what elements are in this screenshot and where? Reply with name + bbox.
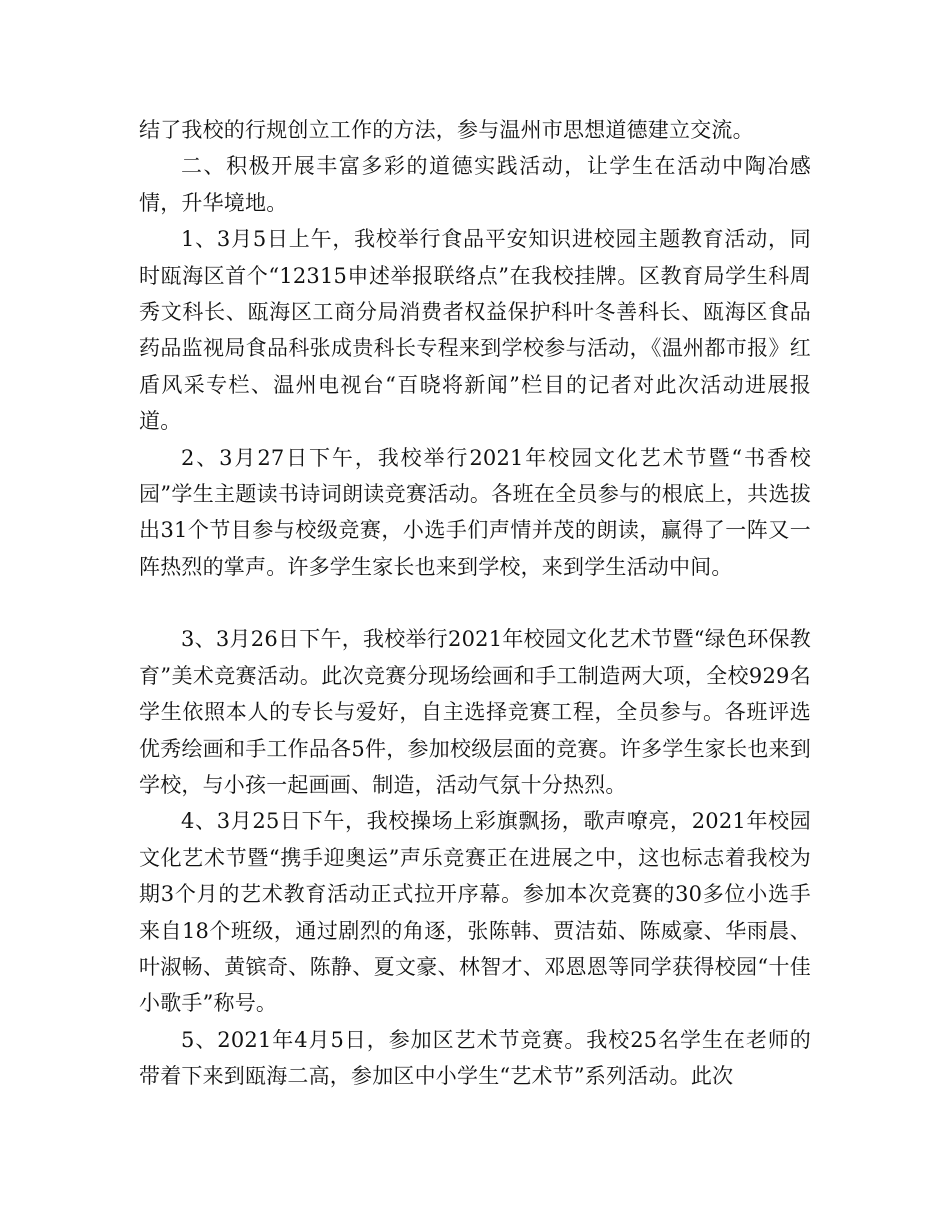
paragraph-item-1: 1、3月5日上午，我校举行食品平安知识进校园主题教育活动，同时瓯海区首个“12315申述举报联络点”在我校挂牌。区教育局学生科周秀文科长、瓯海区工商分局消费者权益保护科叶冬善科长、瓯海区食品药品监视局食品科张成贵科长专程来到学校参与活动，《温州都市报》红盾风采专栏、温州电视台“百晓将新闻”栏目的记者对此次活动进展报道。 (139, 227, 811, 434)
paragraph-item-4: 4、3月25日下午，我校操场上彩旗飘扬，歌声嘹亮，2021年校园文化艺术节暨“携手迎奥运”声乐竞赛正在进展之中，这也标志着我校为期3个月的艺术教育活动正式拉开序幕。参加本次竞赛的30多位小选手来自18个班级，通过剧烈的角逐，张陈韩、贾洁茹、陈威豪、华雨晨、叶淑畅、黄镔奇、陈静、夏文豪、林智才、邓恩恩等同学获得校园“十佳小歌手”称号。 (139, 809, 811, 1016)
paragraph-section-heading: 二、积极开展丰富多彩的道德实践活动，让学生在活动中陶冶感情，升华境地。 (139, 154, 811, 215)
paragraph-continuation: 结了我校的行规创立工作的方法，参与温州市思想道德建立交流。 (139, 118, 754, 142)
paragraph-item-3: 3、3月26日下午，我校举行2021年校园文化艺术节暨“绿色环保教育”美术竞赛活动。此次竞赛分现场绘画和手工制造两大项，全校929名学生依照本人的专长与爱好，自主选择竞赛工程，全员参与。各班评选优秀绘画和手工作品各5件，参加校级层面的竞赛。许多学生家长也来到学校，与小孩一起画画、制造，活动气氛十分热烈。 (139, 627, 811, 797)
paragraph-spacer (139, 585, 811, 621)
paragraph-item-2: 2、3月27日下午，我校举行2021年校园文化艺术节暨“书香校园”学生主题读书诗词朗读竞赛活动。各班在全员参与的根底上，共选拔出31个节目参与校级竞赛，小选手们声情并茂的朗读，赢得了一阵又一阵热烈的掌声。许多学生家长也来到学校，来到学生活动中间。 (139, 445, 811, 579)
document-body (139, 112, 811, 1095)
paragraph-item-5: 5、2021年4月5日，参加区艺术节竞赛。我校25名学生在老师的带着下来到瓯海二高，参加区中小学生“艺术节”系列活动。此次 (139, 1027, 811, 1089)
